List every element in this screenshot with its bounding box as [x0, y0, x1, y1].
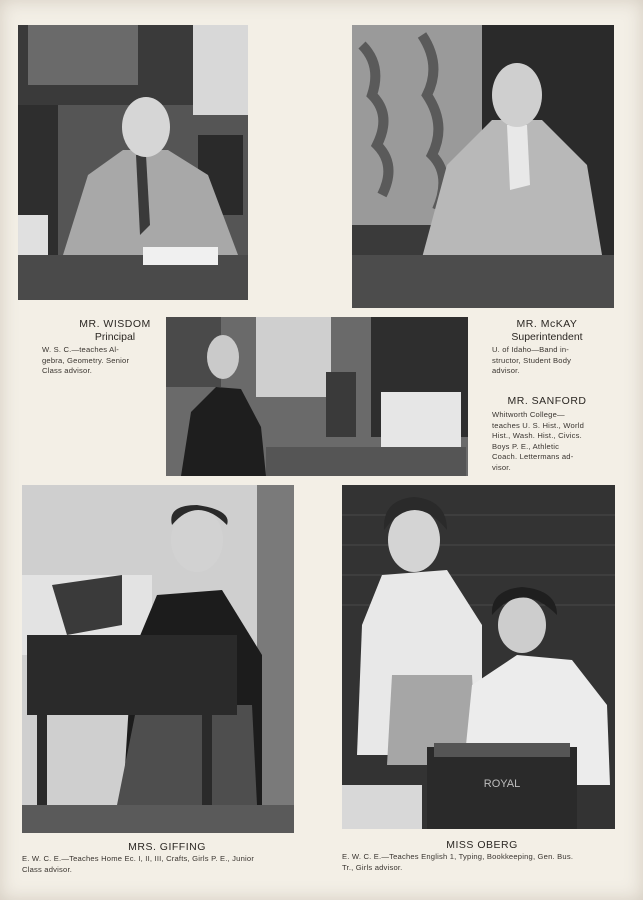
caption-mr-sanford: [492, 395, 602, 473]
faculty-description: Whitworth College— teaches U. S. Hist., World Hist., Wash. Hist., Civics. Boys P. E., Athletic Coach. Lettermans ad- visor.: [492, 410, 584, 472]
faculty-name: MRS. GIFFING: [128, 841, 206, 853]
faculty-description: W. S. C.—teaches Al- gebra, Geometry. Senior Class advisor.: [42, 345, 130, 375]
faculty-description: E. W. C. E.—Teaches English 1, Typing, Bookkeeping, Gen. Bus. Tr., Girls advisor.: [342, 852, 574, 872]
faculty-title: Superintendent: [511, 331, 583, 343]
faculty-name: MR. WISDOM: [79, 318, 151, 330]
faculty-description: U. of Idaho—Band in- structor, Student Body advisor.: [492, 345, 572, 375]
caption-miss-oberg: [342, 839, 622, 873]
caption-mrs-giffing: [22, 841, 312, 875]
faculty-title: Principal: [94, 331, 136, 343]
caption-mr-mckay: [492, 318, 602, 377]
typewriter-brand-label: ROYAL: [483, 778, 521, 790]
faculty-name: MISS OBERG: [446, 839, 518, 851]
faculty-description: E. W. C. E.—Teaches Home Ec. I, II, III, Crafts, Girls P. E., Junior Class advisor.: [22, 854, 255, 874]
photo-mrs-giffing: [22, 485, 294, 833]
photo-miss-oberg: [342, 485, 615, 829]
photo-mr-sanford: [166, 317, 468, 476]
photo-mr-mckay: [352, 25, 614, 308]
faculty-name: MR. McKAY: [516, 318, 578, 330]
photo-mr-wisdom: [18, 25, 248, 300]
caption-mr-wisdom: [40, 318, 190, 377]
faculty-name: MR. SANFORD: [507, 395, 587, 407]
